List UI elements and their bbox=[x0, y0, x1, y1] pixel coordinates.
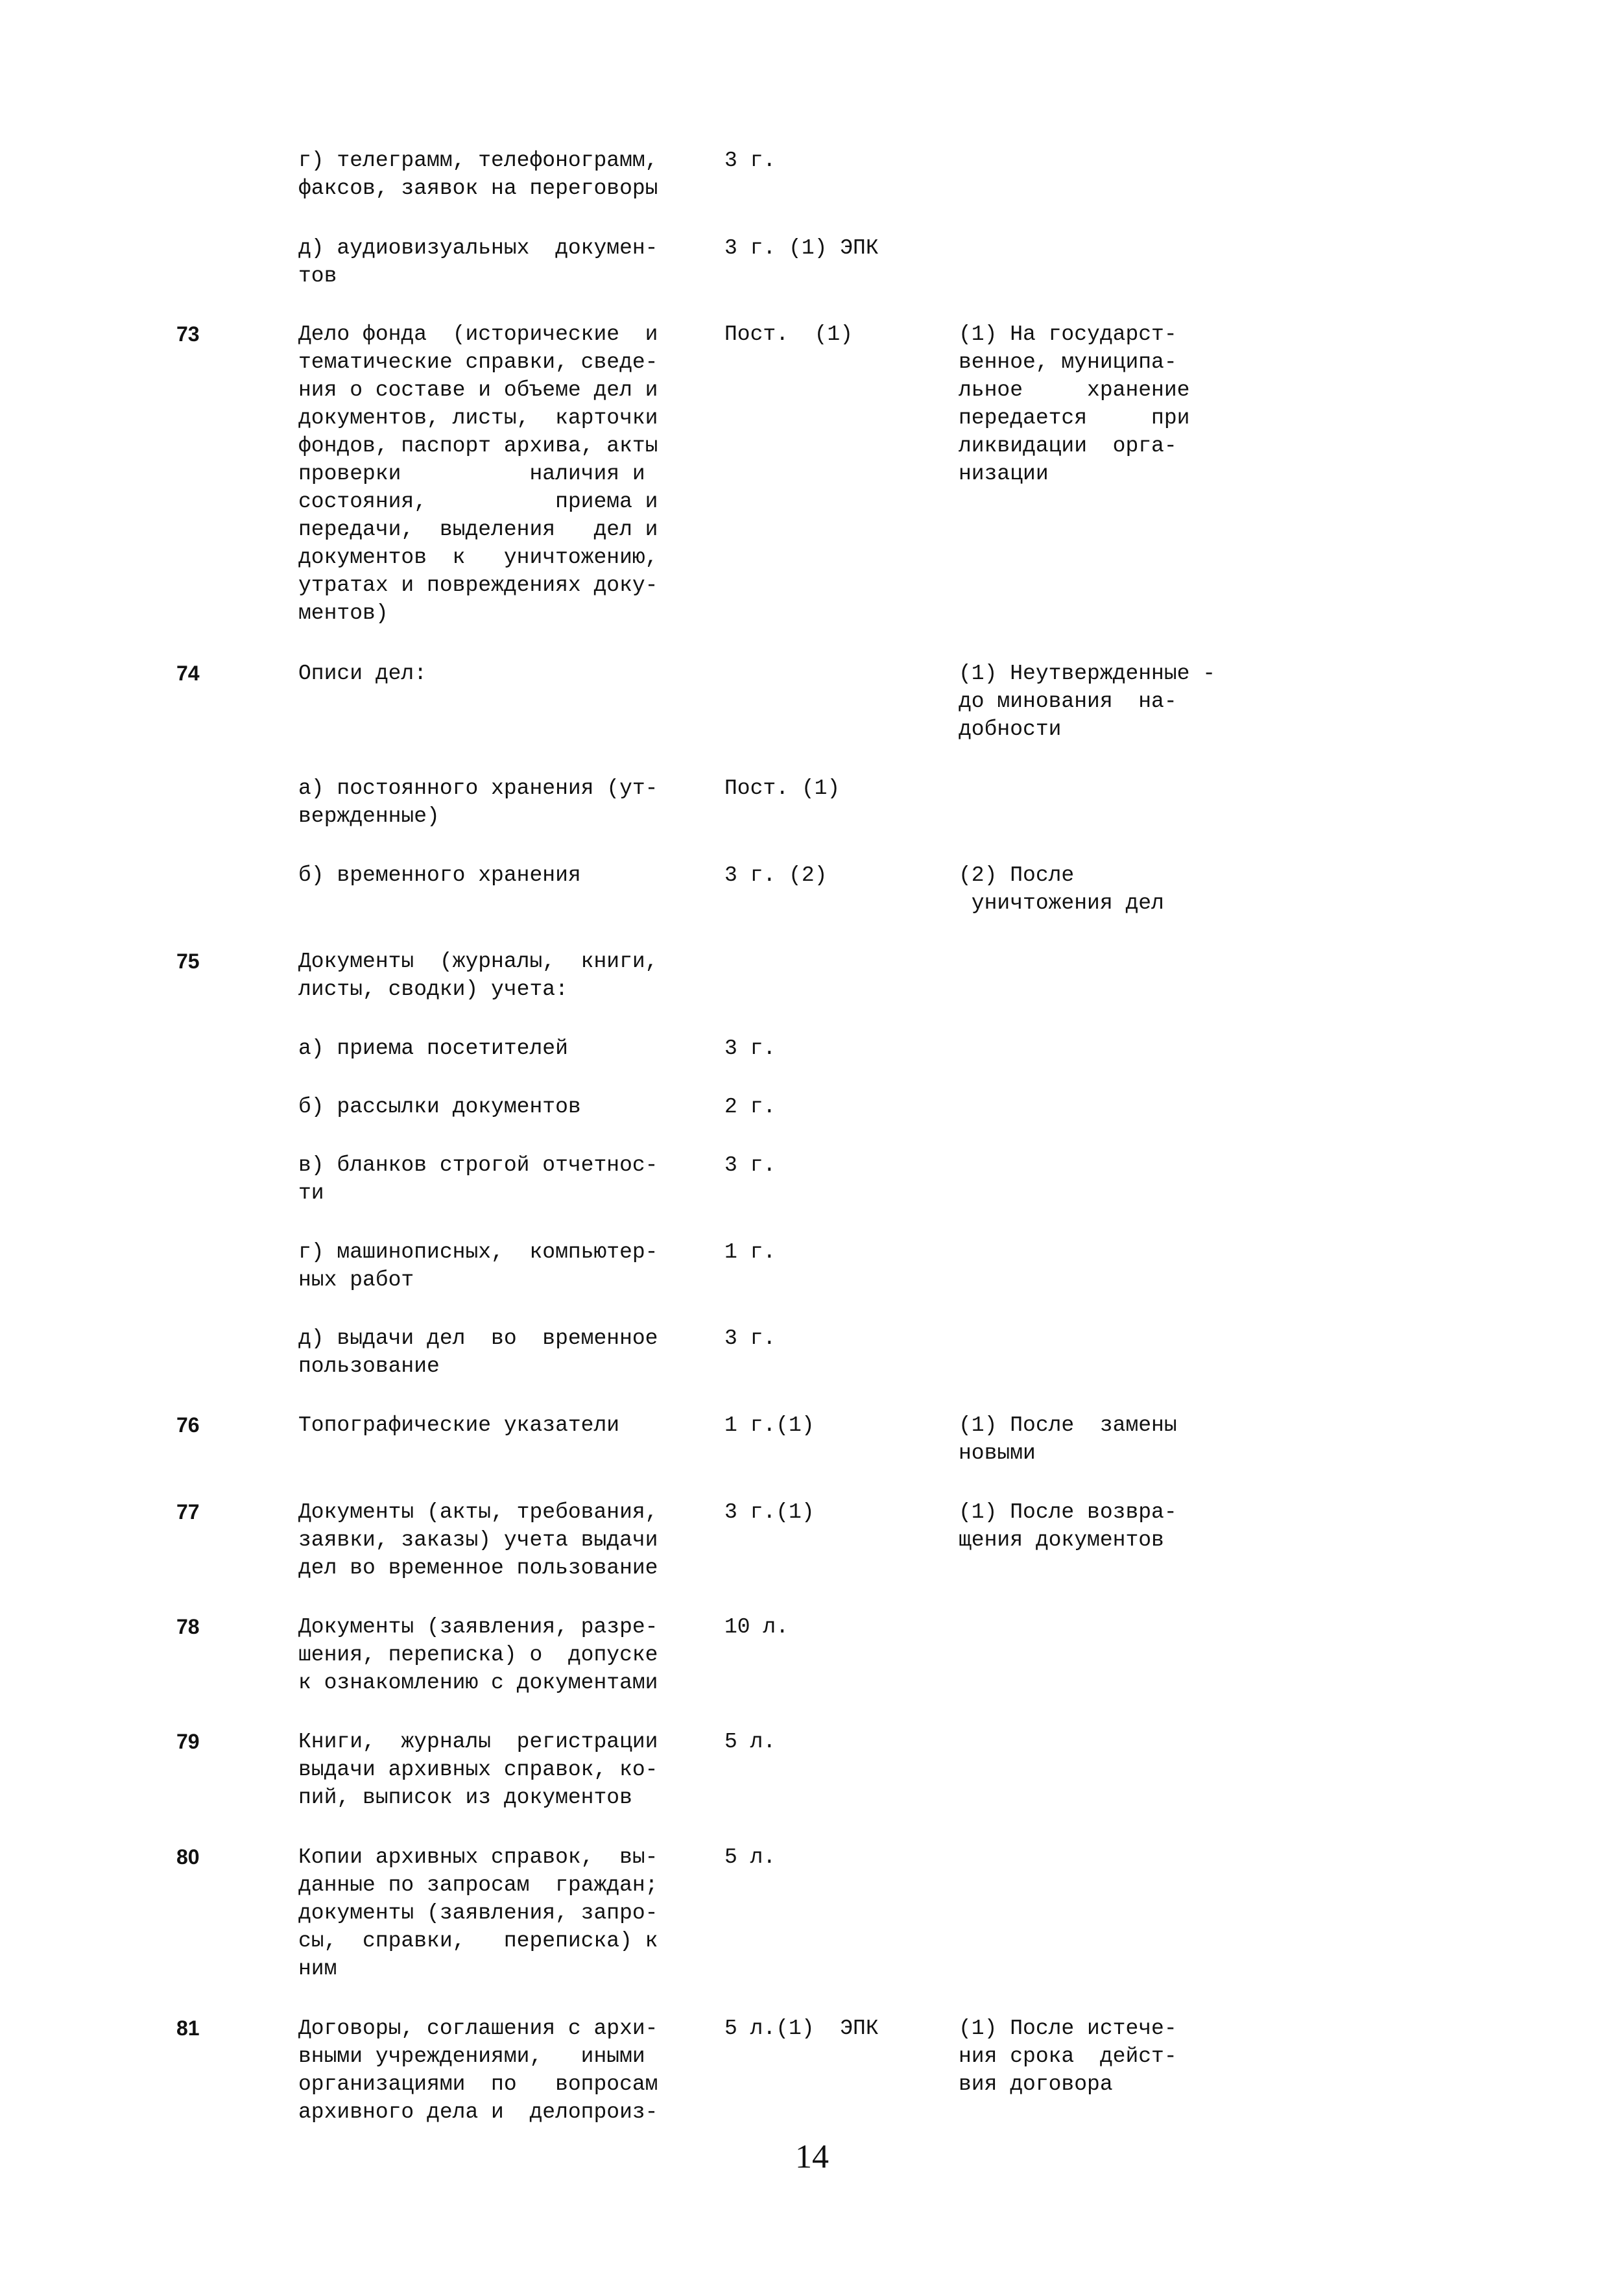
article-number: 78 bbox=[176, 1615, 200, 1638]
article-title: г) телеграмм, телефонограмм, факсов, заявок на переговоры bbox=[298, 149, 658, 200]
article-note: (1) После возвра- щения документов bbox=[959, 1500, 1177, 1552]
article-number: 76 bbox=[176, 1413, 200, 1437]
retention-term: Пост. (1) bbox=[724, 322, 854, 346]
article-title: б) временного хранения bbox=[298, 863, 581, 887]
article-number: 74 bbox=[176, 662, 200, 685]
retention-term: 3 г. bbox=[724, 1326, 776, 1350]
article-number: 73 bbox=[176, 322, 200, 346]
article-number: 77 bbox=[176, 1500, 200, 1524]
article-note: (2) После уничтожения дел bbox=[959, 863, 1164, 915]
page-number: 14 bbox=[795, 2138, 829, 2175]
article-number: 79 bbox=[176, 1730, 200, 1753]
article-title: Дело фонда (исторические и тематические справки, сведе- ния о составе и объеме дел и документов, листы, карточки фондов, паспорт архива, акты проверки наличия и состояния, приема и передачи, выделения дел и документов к уничтожению, утратах и повреждениях доку- ментов) bbox=[298, 322, 658, 625]
article-number: 80 bbox=[176, 1845, 200, 1869]
article-title: в) бланков строгой отчетнос- ти bbox=[298, 1153, 658, 1205]
article-title: Документы (журналы, книги, листы, сводки) учета: bbox=[298, 950, 658, 1001]
article-title: Книги, журналы регистрации выдачи архивных справок, ко- пий, выписок из документов bbox=[298, 1730, 658, 1810]
article-title: г) машинописных, компьютер- ных работ bbox=[298, 1240, 658, 1292]
article-note: (1) После истече- ния срока дейст- вия договора bbox=[959, 2016, 1177, 2096]
article-title: д) выдачи дел во временное пользование bbox=[298, 1326, 658, 1378]
retention-term: 3 г. bbox=[724, 1153, 776, 1177]
article-number: 75 bbox=[176, 950, 200, 973]
retention-term: 10 л. bbox=[724, 1615, 789, 1639]
retention-term: 3 г.(1) bbox=[724, 1500, 815, 1524]
article-title: Договоры, соглашения с архи- вными учреждениями, иными организациями по вопросам архивного дела и делопроиз- bbox=[298, 2016, 658, 2124]
retention-term: 3 г. bbox=[724, 1036, 776, 1060]
article-title: Описи дел: bbox=[298, 662, 427, 686]
article-title: а) постоянного хранения (ут- вержденные) bbox=[298, 776, 658, 828]
article-title: Документы (заявления, разре- шения, переписка) о допуске к ознакомлению с документами bbox=[298, 1615, 658, 1695]
article-title: Топографические указатели bbox=[298, 1413, 620, 1437]
article-title: Документы (акты, требования, заявки, заказы) учета выдачи дел во временное пользование bbox=[298, 1500, 658, 1580]
retention-term: 1 г.(1) bbox=[724, 1413, 815, 1437]
retention-term: 5 л. bbox=[724, 1730, 776, 1754]
article-title: а) приема посетителей bbox=[298, 1036, 568, 1060]
retention-term: 5 л. bbox=[724, 1845, 776, 1869]
article-note: (1) Неутвержденные - до минования на- добности bbox=[959, 662, 1216, 741]
article-note: (1) На государст- венное, муниципа- льное хранение передается при ликвидации орга- низации bbox=[959, 322, 1190, 486]
article-number: 81 bbox=[176, 2016, 200, 2040]
retention-term: Пост. (1) bbox=[724, 776, 841, 800]
article-note: (1) После замены новыми bbox=[959, 1413, 1177, 1465]
article-title: д) аудиовизуальных докумен- тов bbox=[298, 236, 658, 288]
article-title: Копии архивных справок, вы- данные по запросам граждан; документы (заявления, запро- сы, справки, переписка) к ним bbox=[298, 1845, 658, 1981]
retention-term: 5 л.(1) ЭПК bbox=[724, 2016, 879, 2040]
retention-term: 3 г. (2) bbox=[724, 863, 828, 887]
retention-term: 1 г. bbox=[724, 1240, 776, 1264]
retention-term: 3 г. bbox=[724, 149, 776, 173]
retention-term: 3 г. (1) ЭПК bbox=[724, 236, 879, 260]
retention-term: 2 г. bbox=[724, 1095, 776, 1119]
article-title: б) рассылки документов bbox=[298, 1095, 581, 1119]
